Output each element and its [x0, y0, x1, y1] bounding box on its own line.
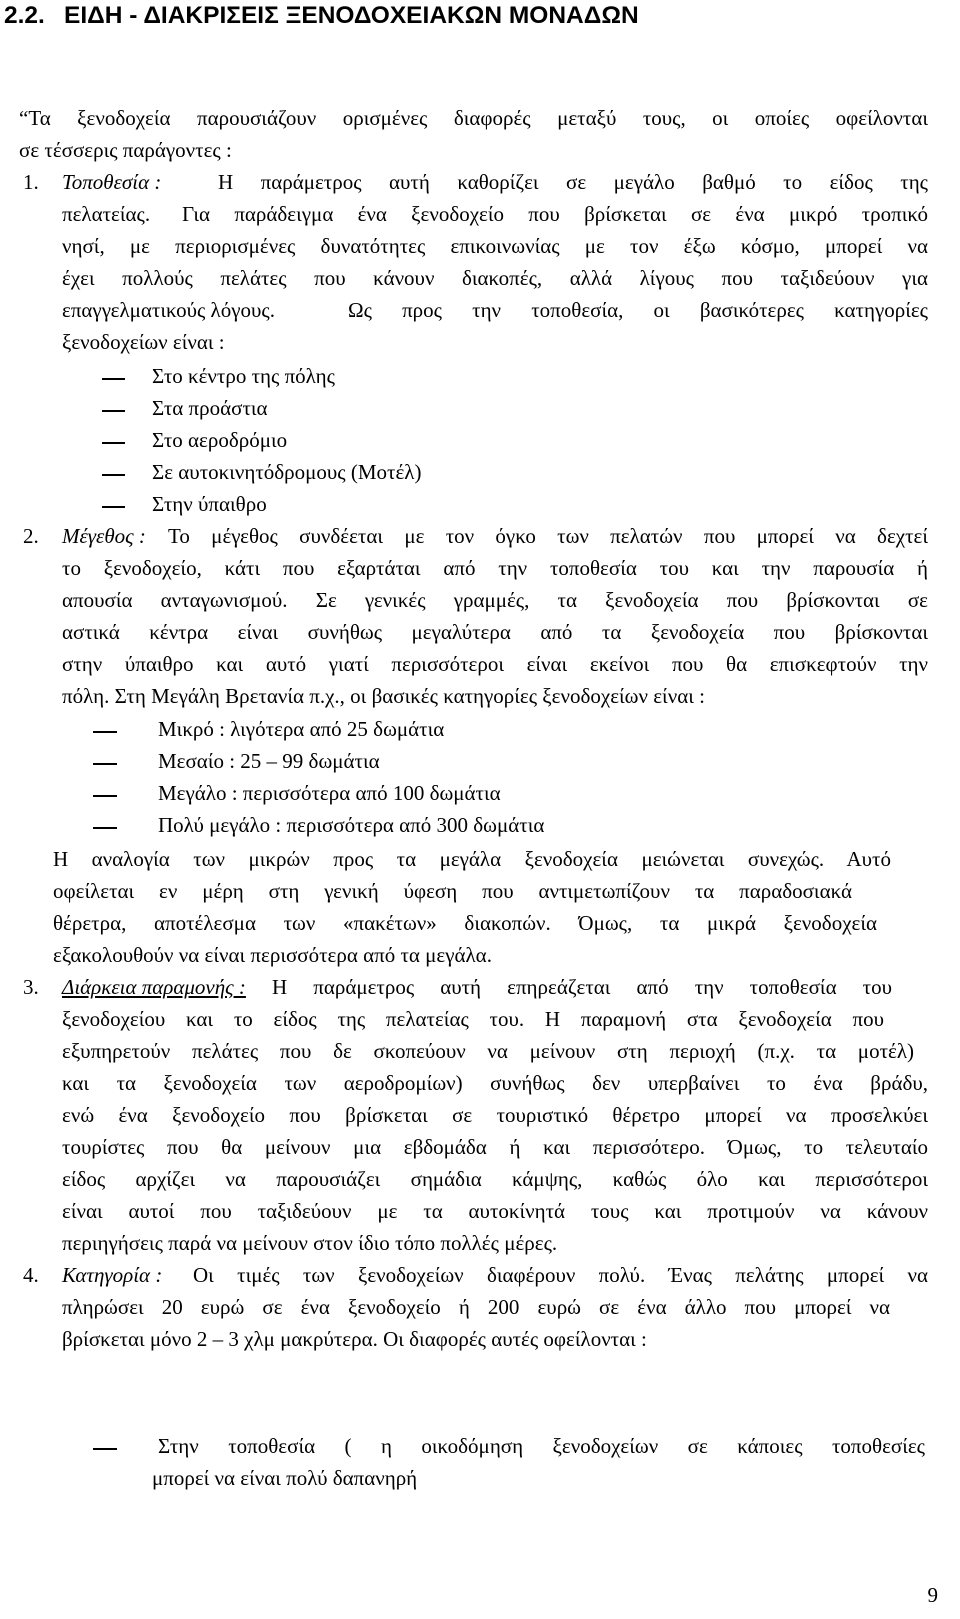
- category-list-line-1: Στην τοποθεσία ( η οικοδόμηση ξενοδοχείων σε κάποιες τοποθεσίες: [158, 1434, 925, 1458]
- item-1-line-2b: Για παράδειγμα ένα ξενοδοχείο που βρίσκεται σε ένα μικρό τροπικό: [182, 202, 928, 226]
- list-dash: [102, 442, 125, 444]
- page-number: 9: [927, 1583, 938, 1607]
- list-dash: [102, 474, 125, 476]
- size-list-item: Μικρό : λιγότερα από 25 δωμάτια: [158, 717, 445, 741]
- item-1-line-5a: επαγγελματικούς λόγους.: [62, 298, 275, 322]
- item-4-line-3: βρίσκεται μόνο 2 – 3 χλμ μακρύτερα. Οι διαφορές αυτές οφείλονται :: [62, 1327, 647, 1351]
- item-1-line-2a: πελατείας.: [62, 202, 151, 226]
- item-1-line-3: νησί, με περιορισμένες δυνατότητες επικοινωνίας με τον έξω κόσμο, μπορεί να: [62, 234, 928, 258]
- size-paragraph-line-1: Η αναλογία των μικρών προς τα μεγάλα ξενοδοχεία μειώνεται συνεχώς. Αυτό: [53, 847, 891, 871]
- section-title: ΕΙΔΗ - ΔΙΑΚΡΙΣΕΙΣ ΞΕΝΟΔΟΧΕΙΑΚΩΝ ΜΟΝΑΔΩΝ: [64, 2, 639, 29]
- list-dash: [93, 731, 117, 733]
- item-4-number: 4.: [23, 1263, 39, 1287]
- location-list-item: Στην ύπαιθρο: [152, 492, 267, 516]
- item-3-line-9: περιηγήσεις παρά να μείνουν στον ίδιο τόπο πολλές μέρες.: [62, 1231, 558, 1255]
- item-1-line-5b: Ως προς την τοποθεσία, οι βασικότερες κατηγορίες: [348, 298, 928, 322]
- location-list-item: Σε αυτοκινητόδρομους (Μοτέλ): [152, 460, 422, 484]
- list-dash: [93, 827, 117, 829]
- size-list-item: Μεσαίο : 25 – 99 δωμάτια: [158, 749, 380, 773]
- category-list-line-2: μπορεί να είναι πολύ δαπανηρή: [152, 1466, 418, 1490]
- location-list-item: Στο κέντρο της πόλης: [152, 364, 335, 388]
- item-3-line-7: είδος αρχίζει να παρουσιάζει σημάδια κάμψης, καθώς όλο και περισσότεροι: [62, 1167, 928, 1191]
- intro-line-2: σε τέσσερις παράγοντες :: [19, 138, 232, 162]
- item-3-line-8: είναι αυτοί που ταξιδεύουν με τα αυτοκίνητά τους και προτιμούν να κάνουν: [62, 1199, 928, 1223]
- item-2-line-4: αστικά κέντρα είναι συνήθως μεγαλύτερα από τα ξενοδοχεία που βρίσκονται: [62, 620, 928, 644]
- item-3-line-4: και τα ξενοδοχεία των αεροδρομίων) συνήθως δεν υπερβαίνει το ένα βράδυ,: [62, 1071, 928, 1095]
- item-3-line-3: εξυπηρετούν πελάτες που δε σκοπεύουν να μείνουν στη περιοχή (π.χ. τα μοτέλ): [62, 1039, 914, 1063]
- location-list-item: Στο αεροδρόμιο: [152, 428, 288, 452]
- size-paragraph-line-4: εξακολουθούν να είναι περισσότερα από τα μεγάλα.: [53, 943, 492, 967]
- item-2-line-6: πόλη. Στη Μεγάλη Βρετανία π.χ., οι βασικές κατηγορίες ξενοδοχείων είναι :: [62, 684, 705, 708]
- location-list-item: Στα προάστια: [152, 396, 268, 420]
- item-2-number: 2.: [23, 524, 39, 548]
- item-1-term: Τοποθεσία :: [62, 170, 162, 194]
- item-3-line-6: τουρίστες που θα μείνουν μια εβδομάδα ή και περισσότερο. Όμως, το τελευταίο: [62, 1135, 928, 1159]
- size-list-item: Πολύ μεγάλο : περισσότερα από 300 δωμάτια: [158, 813, 545, 837]
- size-list-item: Μεγάλο : περισσότερα από 100 δωμάτια: [158, 781, 501, 805]
- item-3-line-2: ξενοδοχείου και το είδος της πελατείας του. Η παραμονή στα ξενοδοχεία που: [62, 1007, 884, 1031]
- list-dash: [102, 378, 125, 380]
- item-2-line-2: το ξενοδοχείο, κάτι που εξαρτάται από την τοποθεσία του και την παρουσία ή: [62, 556, 928, 580]
- list-dash: [93, 795, 117, 797]
- item-1-number: 1.: [23, 170, 39, 194]
- section-number: 2.2.: [4, 2, 45, 29]
- item-2-line-1: Το μέγεθος συνδέεται με τον όγκο των πελατών που μπορεί να δεχτεί: [168, 524, 928, 548]
- item-1-line-6: ξενοδοχείων είναι :: [62, 330, 225, 354]
- item-3-number: 3.: [23, 975, 39, 999]
- item-2-term: Μέγεθος :: [62, 524, 146, 548]
- item-2-line-5: στην ύπαιθρο και αυτό γιατί περισσότεροι είναι εκείνοι που θα επισκεφτούν την: [62, 652, 928, 676]
- list-dash: [93, 763, 117, 765]
- item-3-term: Διάρκεια παραμονής :: [62, 975, 246, 999]
- section-heading: [4, 2, 639, 30]
- item-3-line-5: ενώ ένα ξενοδοχείο που βρίσκεται σε τουριστικό θέρετρο μπορεί να προσελκύει: [62, 1103, 928, 1127]
- size-paragraph-line-3: θέρετρα, αποτέλεσμα των «πακέτων» διακοπών. Όμως, τα μικρά ξενοδοχεία: [53, 911, 877, 935]
- size-paragraph-line-2: οφείλεται εν μέρη στη γενική ύφεση που αντιμετωπίζουν τα παραδοσιακά: [53, 879, 852, 903]
- item-4-line-2: πληρώσει 20 ευρώ σε ένα ξενοδοχείο ή 200 ευρώ σε ένα άλλο που μπορεί να: [62, 1295, 890, 1319]
- intro-line-1: “Τα ξενοδοχεία παρουσιάζουν ορισμένες διαφορές μεταξύ τους, οι οποίες οφείλονται: [19, 106, 928, 130]
- item-4-term: Κατηγορία :: [62, 1263, 163, 1287]
- item-1-line-4: έχει πολλούς πελάτες που κάνουν διακοπές, αλλά λίγους που ταξιδεύουν για: [62, 266, 928, 290]
- list-dash: [93, 1448, 117, 1450]
- list-dash: [102, 410, 125, 412]
- item-3-line-1: Η παράμετρος αυτή επηρεάζεται από την τοποθεσία του: [272, 975, 892, 999]
- item-4-line-1: Οι τιμές των ξενοδοχείων διαφέρουν πολύ. Ένας πελάτης μπορεί να: [193, 1263, 928, 1287]
- list-dash: [102, 506, 125, 508]
- item-2-line-3: απουσία ανταγωνισμού. Σε γενικές γραμμές, τα ξενοδοχεία που βρίσκονται σε: [62, 588, 928, 612]
- item-1-line-1: Η παράμετρος αυτή καθορίζει σε μεγάλο βαθμό το είδος της: [218, 170, 928, 194]
